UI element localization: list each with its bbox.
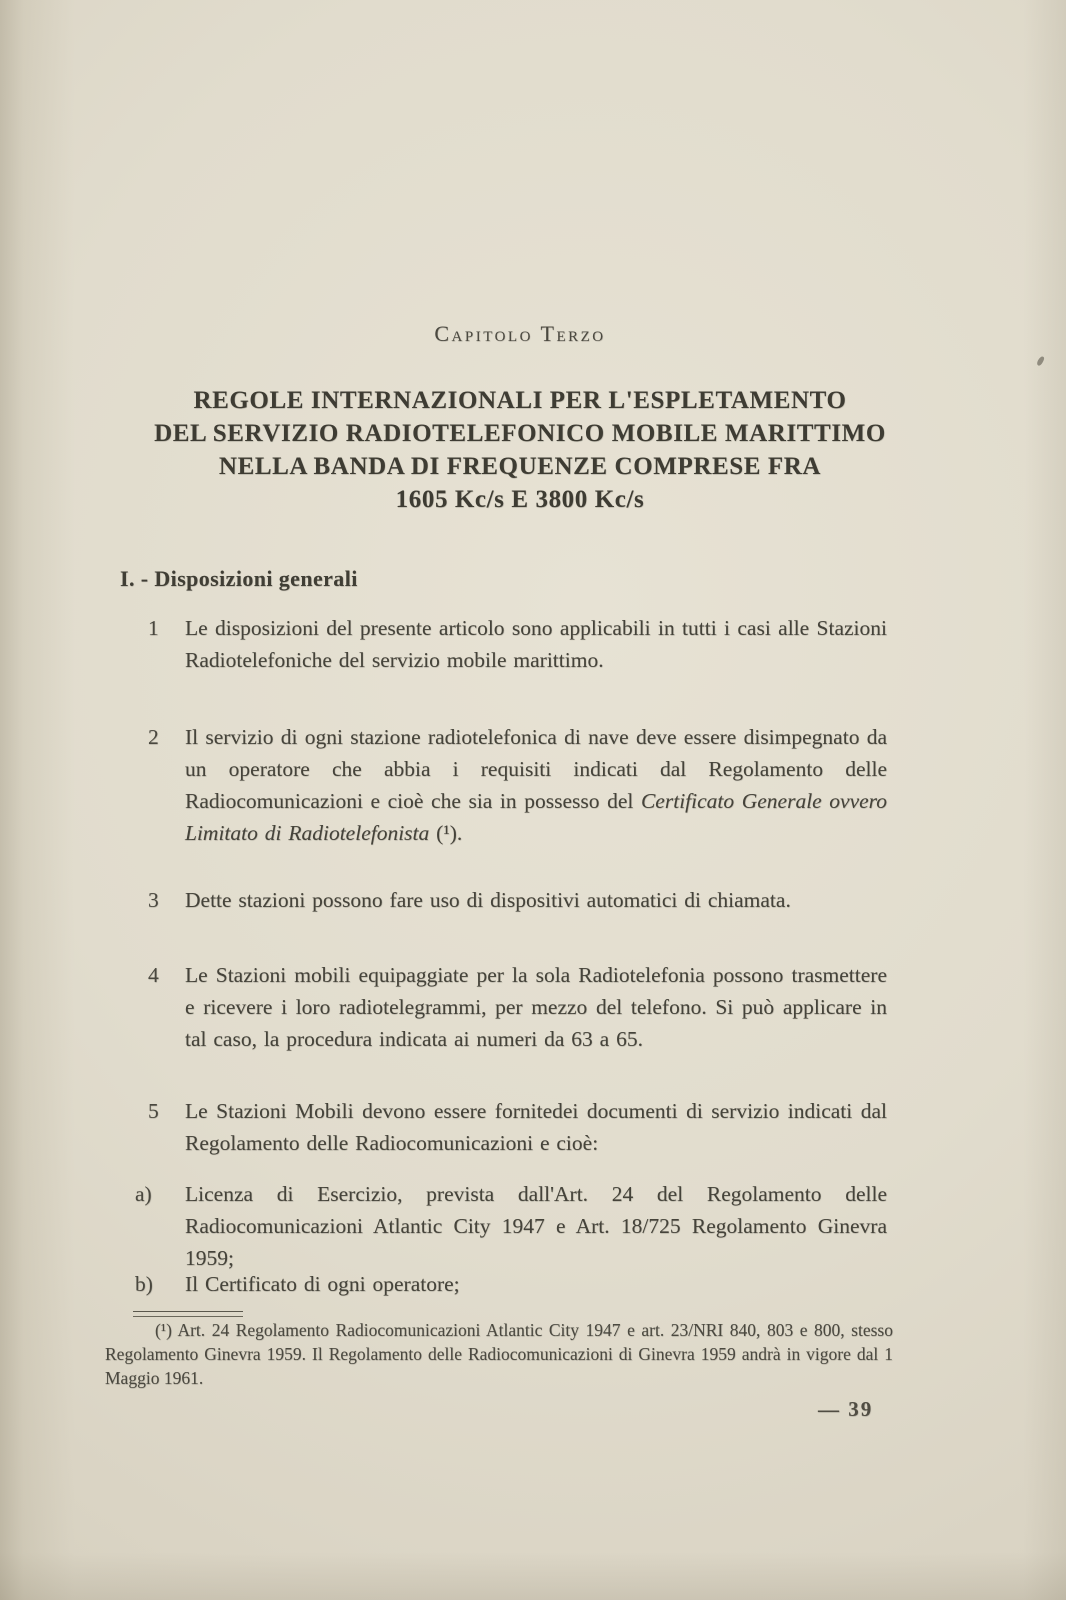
title-line-3: NELLA BANDA DI FREQUENZE COMPRESE FRA xyxy=(218,453,822,480)
list-item-a xyxy=(110,1178,888,1274)
title-line-1: REGOLE INTERNAZIONALI PER L'ESPLETAMENTO xyxy=(193,387,847,414)
list-item-3 xyxy=(110,884,888,916)
item-text: Le Stazioni Mobili devono essere fornitedei documenti di servizio indicati dal Regolamento delle Radiocomunicazioni e cioè: xyxy=(185,1099,887,1155)
list-item-2 xyxy=(110,721,888,849)
footnote-separator-rule xyxy=(133,1311,243,1317)
chapter-label: Capitolo Terzo xyxy=(434,321,606,346)
page-number: — 39 xyxy=(818,1397,874,1421)
item-number: 2 xyxy=(148,725,159,749)
item-text-plain: Il servizio di ogni stazione radiotelefonica di nave deve essere disimpegnato da un operatore che abbia i requisiti indicati dal Regolamento delle Radiocomunicazioni e cioè che sia in possesso del xyxy=(185,725,887,813)
item-number: 4 xyxy=(148,963,159,987)
list-item-b xyxy=(110,1268,888,1300)
footnote: (¹) Art. 24 Regolamento Radiocomunicazioni Atlantic City 1947 e art. 23/NRI 840, 803 e 800, stesso Regolamento Ginevra 1959. Il Regolamento delle Radiocomunicazioni di Ginevra 1959 andrà in vigore dal 1 Maggio 1961. xyxy=(105,1320,893,1388)
title-line-4: 1605 Kc/s E 3800 Kc/s xyxy=(395,486,645,513)
item-letter: b) xyxy=(135,1272,153,1296)
item-text: Il Certificato di ogni operatore; xyxy=(185,1272,460,1296)
section-heading: I. - Disposizioni generali xyxy=(120,566,358,591)
item-letter: a) xyxy=(135,1182,152,1206)
item-number: 5 xyxy=(148,1099,159,1123)
item-number: 3 xyxy=(148,888,159,912)
item-text: Dette stazioni possono fare uso di dispositivi automatici di chiamata. xyxy=(185,888,791,912)
list-item-5 xyxy=(110,1095,888,1159)
item-text-italic: Certificato Generale ovvero Limitato di Radiotelefonista xyxy=(185,789,887,845)
item-text: Le disposizioni del presente articolo sono applicabili in tutti i casi alle Stazioni Radiotelefoniche del servizio mobile marittimo. xyxy=(185,616,887,672)
list-item-4 xyxy=(110,959,888,1055)
page-title xyxy=(120,384,920,516)
item-text: Licenza di Esercizio, prevista dall'Art. 24 del Regolamento delle Radiocomunicazioni Atlantic City 1947 e Art. 18/725 Regolamento Ginevra 1959; xyxy=(185,1182,887,1270)
list-item-1 xyxy=(110,612,888,676)
title-line-2: DEL SERVIZIO RADIOTELEFONICO MOBILE MARITTIMO xyxy=(154,420,886,447)
item-number: 1 xyxy=(148,616,159,640)
ink-speck xyxy=(1036,355,1045,366)
footnote-reference: (¹). xyxy=(429,821,463,845)
item-text xyxy=(185,721,887,849)
item-text: Le Stazioni mobili equipaggiate per la sola Radiotelefonia possono trasmettere e ricevere i loro radiotelegrammi, per mezzo del telefono. Si può applicare in tal caso, la procedura indicata ai numeri da 63 a 65. xyxy=(185,963,887,1051)
